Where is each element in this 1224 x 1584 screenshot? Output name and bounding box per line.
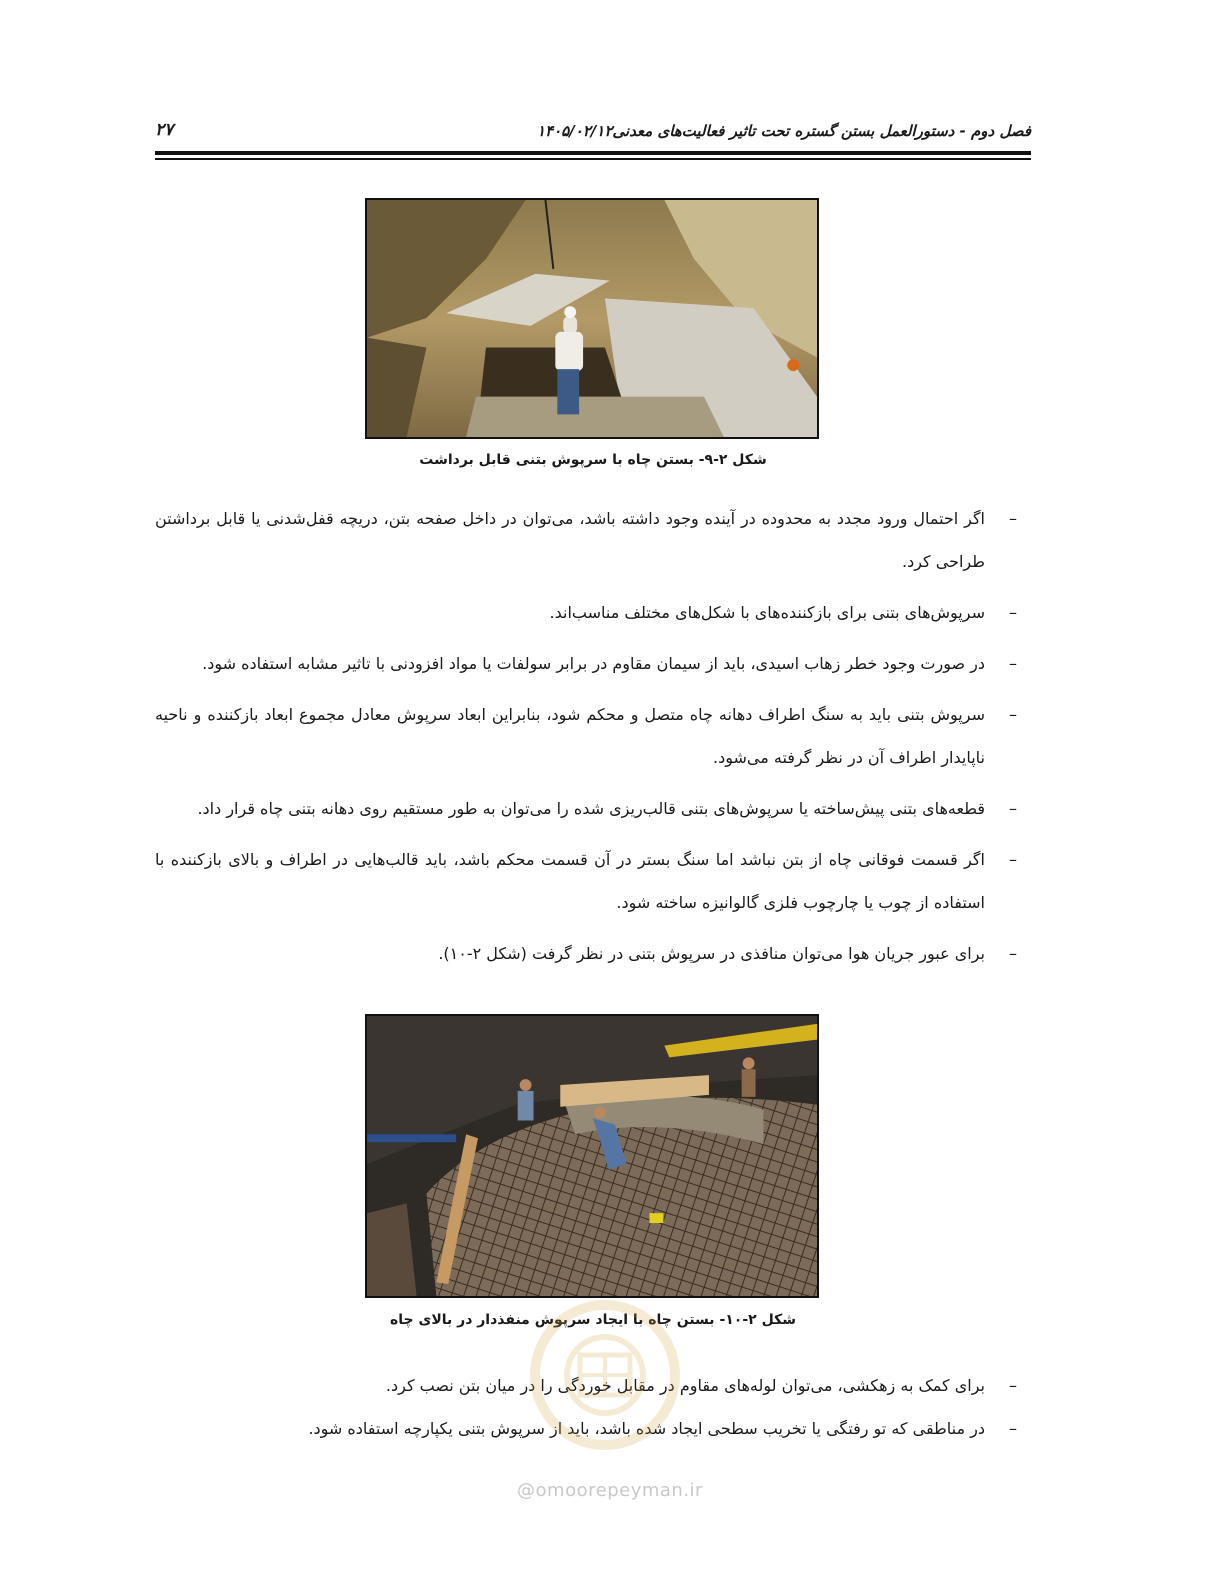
list-item: – در مناطقی که تو رفتگی یا تخریب سطحی ایجاد شده باشد، باید از سرپوش بتنی یکپارچه استفاده شود.: [155, 1407, 985, 1450]
page-header: [155, 118, 1031, 148]
bullet-dash: –: [1009, 1419, 1017, 1438]
list-item: – سرپوش بتنی باید به سنگ اطراف دهانه چاه متصل و محکم شود، بنابراین ابعاد سرپوش معادل مجموع ابعاد بازکننده و ناحیه ناپایدار اطراف آن در نظر گرفته می‌شود.: [155, 693, 985, 779]
bullet-dash: –: [1009, 705, 1017, 724]
bullet-dash: –: [1009, 799, 1017, 818]
page-number: ۲۷: [155, 120, 174, 140]
bullet-dash: –: [1009, 944, 1017, 963]
bullet-list-1: [155, 497, 1017, 983]
list-item: – برای عبور جریان هوا می‌توان منافذی در سرپوش بتنی در نظر گرفت (شکل ۲-۱۰).: [155, 932, 985, 975]
list-item: – برای کمک به زهکشی، می‌توان لوله‌های مقاوم در مقابل خوردگی را در میان بتن نصب کرد.: [155, 1364, 985, 1407]
figure-caption-2: شکل ۲-۱۰- بستن چاه با ایجاد سرپوش منفذدار در بالای چاه: [390, 1312, 796, 1328]
bullet-dash: –: [1009, 509, 1017, 528]
bullet-dash: –: [1009, 654, 1017, 673]
bullet-dash: –: [1009, 1376, 1017, 1395]
bullet-dash: –: [1009, 603, 1017, 622]
header-rule-thick: [155, 151, 1031, 155]
watermark-seal-icon: [500, 1285, 710, 1465]
list-item: – اگر قسمت فوقانی چاه از بتن نباشد اما سنگ بستر در آن قسمت محکم باشد، باید قالب‌هایی در اطراف و بالای بازکننده با استفاده از چوب یا چارچوب فلزی گالوانیزه ساخته شود.: [155, 838, 985, 924]
figure-photo-removable-cover: [365, 198, 819, 439]
list-item: – سرپوش‌های بتنی برای بازکننده‌های با شکل‌های مختلف مناسب‌اند.: [155, 591, 985, 634]
list-item: – اگر احتمال ورود مجدد به محدوده در آینده وجود داشته باشد، می‌توان در داخل صفحه بتن، دریچه قفل‌شدنی یا قابل برداشتن طراحی کرد.: [155, 497, 985, 583]
figure-photo-vented-cover: [365, 1014, 819, 1298]
bullet-dash: –: [1009, 850, 1017, 869]
watermark-text: @omoorepeyman.ir: [517, 1480, 703, 1501]
running-title: فصل دوم - دستورالعمل بستن گستره تحت تاثیر فعالیت‌های معدنی۱۴۰۵/۰۲/۱۲: [536, 122, 1031, 140]
list-item: – در صورت وجود خطر زهاب اسیدی، باید از سیمان مقاوم در برابر سولفات یا مواد افزودنی با تاثیر مشابه استفاده شود.: [155, 642, 985, 685]
figure-caption-1: شکل ۲-۹- بستن چاه با سرپوش بتنی قابل برداشت: [419, 452, 767, 468]
header-rule-thin: [155, 158, 1031, 160]
list-item: – قطعه‌های بتنی پیش‌ساخته یا سرپوش‌های بتنی قالب‌ریزی شده را می‌توان به طور مستقیم روی دهانه بتنی چاه قرار داد.: [155, 787, 985, 830]
